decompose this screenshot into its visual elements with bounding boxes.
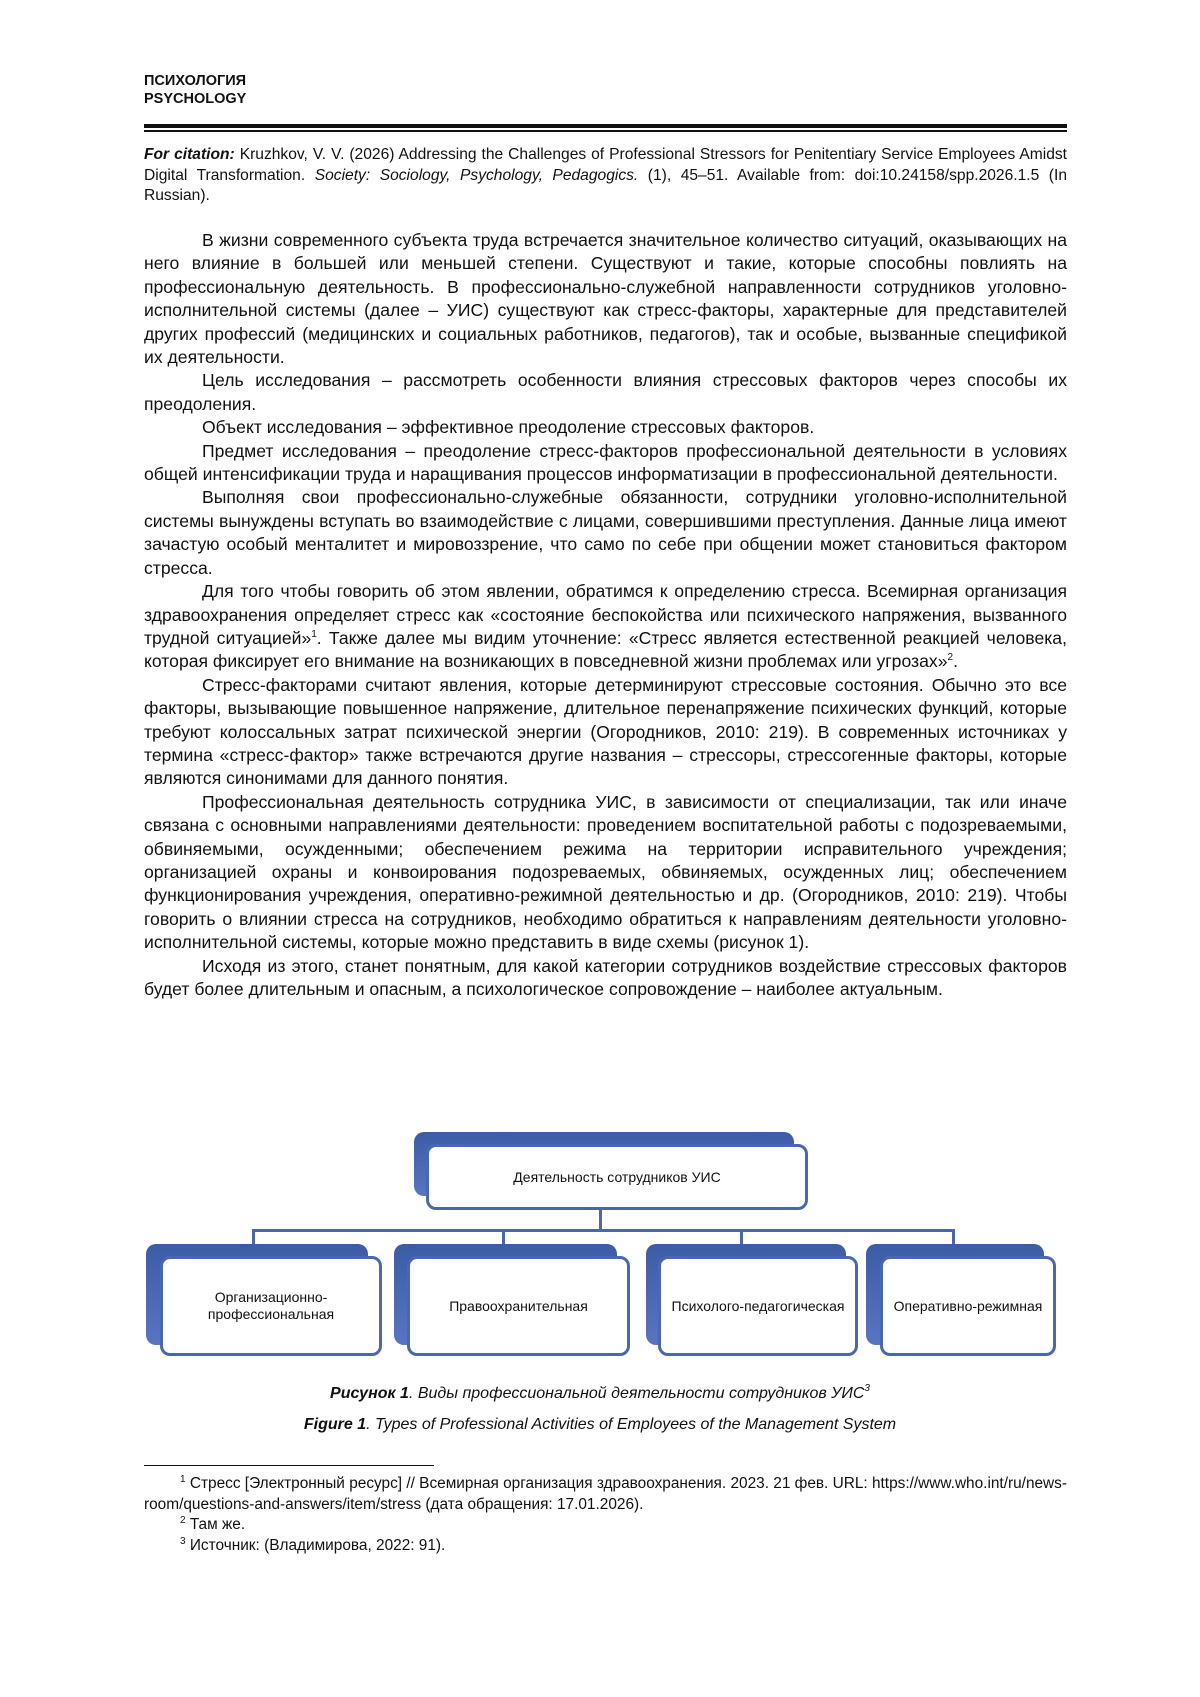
footnote-ref[interactable]: 1 xyxy=(311,628,317,640)
child-node-label: Правоохранительная xyxy=(449,1297,588,1314)
paragraph: Цель исследования – рассмотреть особенности влияния стрессовых факторов через способы их преодоления. xyxy=(144,370,1067,414)
footnote xyxy=(144,1536,1067,1557)
paragraph: Исходя из этого, станет понятным, для какой категории сотрудников воздействие стрессовых факторов будет более длительным и опасным, а психологическое сопровождение – наиболее актуальным. xyxy=(144,955,1067,999)
paragraph-text: . xyxy=(953,651,958,672)
child-node-label: Организационно-профессиональная xyxy=(207,1289,335,1322)
figure-diagram xyxy=(0,1118,1200,1368)
child-node xyxy=(658,1256,858,1356)
paragraph xyxy=(144,580,1067,674)
figure-caption-ru-label: Рисунок 1 xyxy=(330,1385,409,1402)
child-node xyxy=(880,1256,1056,1356)
paragraph: Выполняя свои профессионально-служебные обязанности, сотрудники уголовно-исполнительной системы вынуждены вступать во взаимодействие с лицами, совершившими преступления. Данные лица имеют зачастую особый менталитет и мировоззрение, что само по себе при общении может становиться фактором стресса. xyxy=(144,487,1067,578)
header-rule-thick xyxy=(144,124,1067,128)
connector-drop xyxy=(502,1229,505,1244)
footnote-separator xyxy=(144,1465,434,1466)
connector-drop xyxy=(740,1229,743,1244)
paragraph: В жизни современного субъекта труда встречается значительное количество ситуаций, оказывающих на него влияние в большей или меньшей степени. Существуют и такие, которые способны повлиять на профессиональную деятельность. В профессионально-служебной направленности сотрудников уголовно-исполнительной системы (далее – УИС) существуют как стресс-факторы, характерные для представителей других профессий (медицинских и социальных работников, педагогов), так и особые, вызванные спецификой их деятельности. xyxy=(144,230,1067,368)
article-body xyxy=(144,229,1067,1001)
root-node xyxy=(426,1144,808,1210)
connector-bus xyxy=(252,1229,955,1232)
footnote xyxy=(144,1474,1067,1515)
paragraph-text: Для того чтобы говорить об этом явлении, обратимся к определению стресса. Всемирная организация здравоохранения определяет стресс как «состояние беспокойства или психического напряжения, вызванного трудной ситуацией» xyxy=(144,581,1067,648)
child-node-label: Оперативно-режимная xyxy=(893,1297,1043,1314)
citation-text: Kruzhkov, V. V. (2026) Addressing the Challenges of Professional Stressors for Penitentiary Service Employees Amidst Digital Transformation. xyxy=(144,146,1068,184)
footnote-text: Источник: (Владимирова, 2022: 91). xyxy=(185,1536,446,1554)
child-node-label: Психолого-педагогическая xyxy=(671,1297,845,1314)
footnote-number: 2 xyxy=(180,1515,186,1526)
paragraph: Профессиональная деятельность сотрудника УИС, в зависимости от специализации, так или иначе связана с основными направлениями деятельности: проведением воспитательной работы с подозреваемыми, обвиняемыми, осужденными; обеспечением режима на территории исправительного учреждения; организацией охраны и конвоирования подозреваемых, обвиняемых, осужденных лиц; обеспечением функционирования учреждения, оперативно-режимной деятельностью и др. (Огородников, 2010: 219). Чтобы говорить о влиянии стресса на сотрудников, необходимо обратиться к направлениям деятельности уголовно-исполнительной системы, которые можно представить в виде схемы (рисунок 1). xyxy=(144,791,1067,953)
footnote-text: Стресс [Электронный ресурс] // Всемирная организация здравоохранения. 2023. 21 фев. URL: https://www.who.int/ru/news-room/questions-and-answers/item/stress (дата обращения: 17.01.2026). xyxy=(144,1475,1067,1513)
footnote-ref[interactable]: 3 xyxy=(864,1383,870,1394)
paragraph: Предмет исследования – преодоление стресс-факторов профессиональной деятельности в условиях общей интенсификации труда и наращивания процессов информатизации в профессиональной деятельности. xyxy=(144,440,1067,485)
paragraph-text: . Также далее мы видим уточнение: «Стресс является естественной реакцией человека, которая фиксирует его внимание на возникающих в повседневной жизни проблемах или угрозах» xyxy=(144,627,1067,672)
figure-caption-ru xyxy=(0,1385,1200,1403)
figure-caption-en xyxy=(0,1416,1200,1434)
child-node xyxy=(160,1256,382,1356)
footnote-ref[interactable]: 2 xyxy=(947,652,954,664)
footnote xyxy=(144,1515,1067,1536)
paragraph: Стресс-факторами считают явления, которые детерминируют стрессовые состояния. Обычно это все факторы, вызывающие повышенное напряжение, длительное перенапряжение психических функций, которые требуют колоссальных затрат психической энергии (Огородников, 2010: 219). В современных источниках у термина «стресс-фактор» также встречаются другие названия – стрессоры, стрессогенные факторы, которые являются синонимами для данного понятия. xyxy=(144,674,1067,789)
figure-caption-ru-text: . Виды профессиональной деятельности сотрудников УИС xyxy=(408,1385,865,1402)
citation-block xyxy=(144,145,1067,207)
header-title-en: PSYCHOLOGY xyxy=(144,91,247,107)
paragraph: Объект исследования – эффективное преодоление стрессовых факторов. xyxy=(202,417,815,438)
journal-header xyxy=(144,72,246,108)
root-node-label: Деятельность сотрудников УИС xyxy=(513,1168,721,1185)
header-title-ru: ПСИХОЛОГИЯ xyxy=(144,73,247,89)
citation-label: For citation: xyxy=(144,146,235,163)
citation-text-end: (1), 45–51. Available from: doi:10.24158/spp.2026.1.5 (In Russian). xyxy=(144,166,1067,204)
connector-drop xyxy=(952,1229,955,1244)
footnote-number: 1 xyxy=(180,1474,186,1485)
figure-caption-en-label: Figure 1 xyxy=(303,1416,367,1433)
figure-caption-en-text: . Types of Professional Activities of Employees of the Management System xyxy=(366,1416,897,1433)
header-rule-thin xyxy=(144,130,1067,132)
child-node xyxy=(407,1256,630,1356)
citation-journal: Society: Sociology, Psychology, Pedagogics. xyxy=(314,166,639,184)
footnote-text: Там же. xyxy=(185,1516,246,1533)
connector-trunk xyxy=(599,1210,602,1230)
footnote-number: 3 xyxy=(180,1535,186,1547)
footnotes xyxy=(144,1474,1067,1556)
connector-drop xyxy=(252,1229,255,1244)
